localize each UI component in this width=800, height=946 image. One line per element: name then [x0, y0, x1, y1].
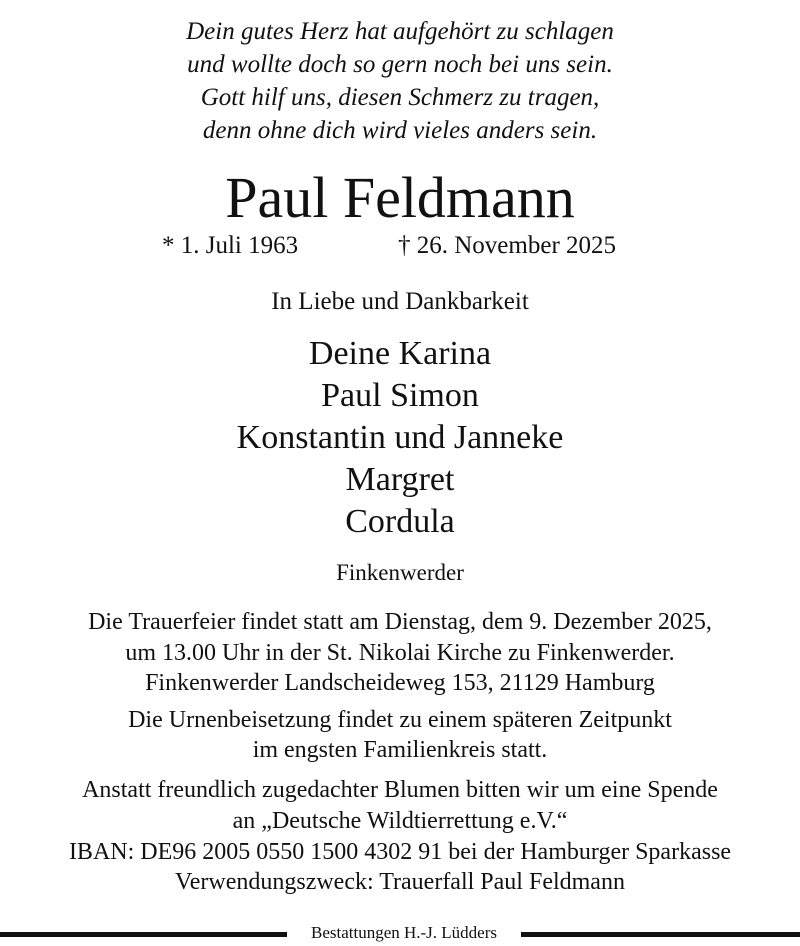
donation-line: Verwendungszweck: Trauerfall Paul Feldmann	[175, 869, 625, 895]
service-line: um 13.00 Uhr in der St. Nikolai Kirche zu Finkenwerder.	[125, 640, 675, 666]
family-member: Paul Simon	[321, 377, 479, 414]
service-line: Die Trauerfeier findet statt am Dienstag, dem 9. Dezember 2025,	[88, 609, 712, 635]
urn-line: Die Urnenbeisetzung findet zu einem späteren Zeitpunkt	[128, 707, 672, 733]
deceased-name: Paul Feldmann	[225, 165, 575, 230]
donation-line: Anstatt freundlich zugedachter Blumen bitten wir um eine Spende	[82, 777, 718, 803]
poem-line: Gott hilf uns, diesen Schmerz zu tragen,	[200, 84, 600, 111]
donation-line: an „Deutsche Wildtierrettung e.V.“	[232, 808, 568, 834]
family-place: Finkenwerder	[336, 560, 464, 585]
donation-line: IBAN: DE96 2005 0550 1500 4302 91 bei der Hamburger Sparkasse	[68, 839, 732, 865]
family-member: Margret	[345, 461, 455, 498]
bottom-rule-right	[521, 932, 800, 937]
service-line: Finkenwerder Landscheideweg 153, 21129 Hamburg	[145, 670, 655, 696]
family-member: Konstantin und Janneke	[236, 419, 564, 456]
dedication: In Liebe und Dankbarkeit	[271, 288, 529, 315]
undertaker-credit: Bestattungen H.-J. Lüdders	[310, 923, 498, 942]
poem-line: Dein gutes Herz hat aufgehört zu schlagen	[186, 18, 614, 45]
family-member: Deine Karina	[308, 335, 492, 372]
bottom-rule-left	[0, 932, 287, 937]
birth-date: * 1. Juli 1963	[162, 232, 299, 259]
family-member: Cordula	[345, 503, 455, 540]
death-date: † 26. November 2025	[398, 232, 617, 259]
poem-line: und wollte doch so gern noch bei uns sein.	[187, 51, 613, 78]
urn-line: im engsten Familienkreis statt.	[252, 737, 548, 763]
poem-line: denn ohne dich wird vieles anders sein.	[202, 117, 598, 144]
